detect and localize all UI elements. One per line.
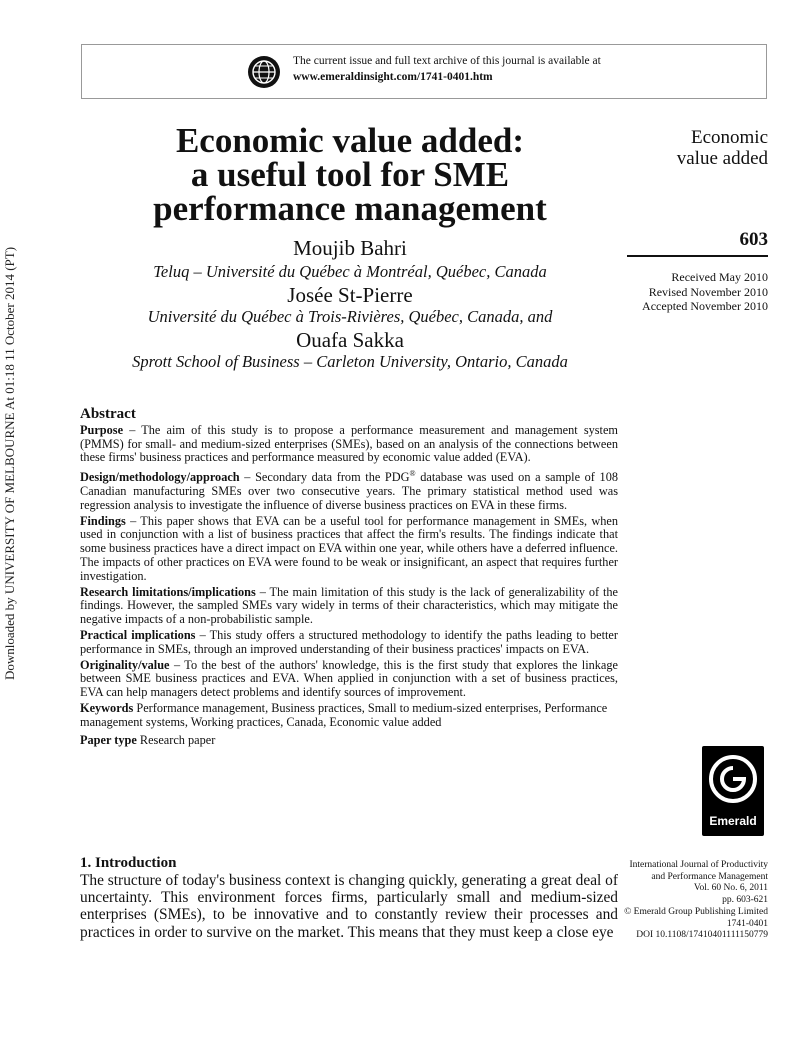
- journal-line: pp. 603-621: [722, 895, 768, 906]
- paper-type-text: Research paper: [136, 732, 216, 747]
- journal-citation: [620, 860, 768, 942]
- abstract-keywords: [80, 702, 618, 730]
- findings-label: Findings: [80, 513, 126, 528]
- abstract-practical: [80, 629, 618, 657]
- divider: [627, 255, 768, 257]
- author-affiliation: Teluq – Université du Québec à Montréal, Québec, Canada: [153, 262, 547, 281]
- keywords-text: Performance management, Business practices, Small to medium-sized enterprises, Performance management systems, Working practices, Canada, Economic value added: [80, 701, 608, 729]
- design-label: Design/methodology/approach: [80, 470, 240, 485]
- history-dates: [628, 270, 768, 314]
- introduction-text: The structure of today's business context is changing quickly, generating a great deal of uncertainty. This environment forces firms, particularly small and medium-sized enterprises (SMEs), to be innovative and to constantly review their processes and practices in order to survive on the market. This means that they must keep a close eye: [80, 872, 618, 941]
- running-head-line: Economic: [690, 127, 768, 148]
- findings-text: – This paper shows that EVA can be a useful tool for performance management in SMEs, when used in conjunction with a list of business practices that affect the firm's results. The findings indicate that some business practices have a direct impact on EVA within one year, while others have a deferred influence. The impacts of other practices on EVA were found to be weak or insignificant, an aspect that requires further investigation.: [80, 513, 618, 583]
- originality-text: – To the best of the authors' knowledge, this is the first study that explores the linkage between SME business practices and EVA. When applied in conjunction with a set of business practices, EVA can help managers detect problems and identify sources of improvement.: [80, 657, 618, 700]
- purpose-label: Purpose: [80, 422, 124, 437]
- journal-line: © Emerald Group Publishing Limited: [624, 906, 768, 917]
- abstract-design: [80, 467, 618, 512]
- author-affiliation: Sprott School of Business – Carleton University, Ontario, Canada: [132, 352, 568, 371]
- title-line: Economic value added:: [175, 121, 525, 160]
- title-line: performance management: [153, 189, 547, 228]
- journal-line: and Performance Management: [651, 871, 768, 882]
- paper-type-label: Paper type: [80, 732, 137, 747]
- limitations-text: – The main limitation of this study is the lack of generalizability of the findings. However, the sampled SMEs vary widely in terms of their characteristics, which may mitigate the negative impacts of a non-probabilistic sample.: [80, 584, 618, 627]
- journal-line: Vol. 60 No. 6, 2011: [693, 883, 768, 894]
- author-name: Josée St-Pierre: [287, 283, 413, 307]
- author-name: Moujib Bahri: [293, 236, 407, 260]
- author-affiliation: Université du Québec à Trois-Rivières, Québec, Canada, and: [147, 307, 553, 326]
- abstract-findings: [80, 515, 618, 584]
- originality-label: Originality/value: [80, 657, 170, 672]
- running-head: [628, 127, 768, 169]
- introduction-section: [80, 855, 618, 941]
- purpose-text: – The aim of this study is to propose a performance measurement and management system (PMMS) for small- and medium-sized enterprises (SMEs), based on an analysis of the connections between these firms' business practices and performance measured by economic value added (EVA).: [80, 422, 618, 465]
- page-number: 603: [739, 229, 768, 250]
- journal-archive-box: [81, 44, 767, 99]
- abstract-limitations: [80, 586, 618, 627]
- emerald-swirl-icon: [702, 746, 764, 812]
- archive-note: The current issue and full text archive of this journal is available at: [293, 55, 601, 67]
- abstract-paper-type: [80, 734, 618, 748]
- abstract: [80, 408, 618, 749]
- abstract-heading: Abstract: [80, 406, 136, 422]
- registered-mark: ®: [409, 469, 416, 479]
- limitations-label: Research limitations/implications: [80, 584, 256, 599]
- practical-text: – This study offers a structured methodology to identify the paths leading to better performance in SMEs, through an improved understanding of their business practices' impacts on EVA.: [80, 628, 618, 656]
- accepted-date: Accepted November 2010: [642, 299, 768, 313]
- keywords-label: Keywords: [80, 701, 134, 716]
- author-name: Ouafa Sakka: [296, 328, 404, 352]
- emerald-logo-text: Emerald: [709, 814, 757, 828]
- paper-title: [80, 121, 620, 228]
- title-line: a useful tool for SME: [190, 155, 510, 194]
- download-watermark: Downloaded by UNIVERSITY OF MELBOURNE At 01:18 11 October 2014 (PT): [2, 246, 17, 680]
- journal-line: International Journal of Productivity: [629, 860, 768, 870]
- archive-url[interactable]: www.emeraldinsight.com/1741-0401.htm: [293, 71, 493, 83]
- practical-label: Practical implications: [80, 628, 196, 643]
- design-text-cont: database was used on a sample of 108 Canadian manufacturing SMEs over two consecutive years. The primary statistical method used was regression analysis to investigate the influence of diverse business practices on EVA in these firms.: [80, 470, 618, 512]
- abstract-purpose: [80, 424, 618, 465]
- introduction-heading: 1. Introduction: [80, 855, 177, 871]
- received-date: Received May 2010: [671, 270, 768, 284]
- running-head-line: value added: [676, 148, 768, 169]
- emerald-logo: [702, 746, 764, 836]
- abstract-originality: [80, 659, 618, 700]
- journal-line: 1741-0401: [726, 918, 768, 929]
- globe-icon: [247, 55, 281, 89]
- journal-doi: DOI 10.1108/17410401111150779: [636, 930, 768, 941]
- design-text: – Secondary data from the PDG: [239, 470, 410, 485]
- revised-date: Revised November 2010: [648, 284, 768, 299]
